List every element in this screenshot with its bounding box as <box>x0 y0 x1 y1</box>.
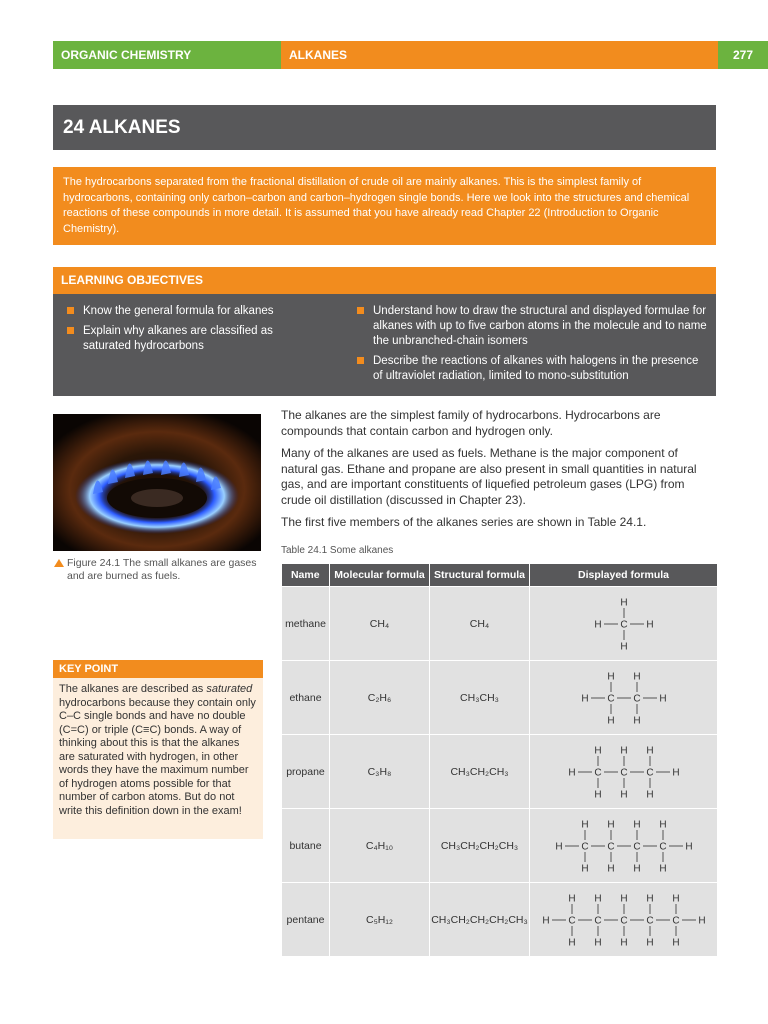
table-row <box>282 587 718 661</box>
hydrogen-atom: H <box>685 841 693 852</box>
structural-formula: CH₃CH₂CH₂CH₃ <box>430 809 530 883</box>
objective-item: Explain why alkanes are classified as saturated hydrocarbons <box>61 324 316 354</box>
table-row <box>282 809 718 883</box>
structural-formula: CH₃CH₂CH₃ <box>430 735 530 809</box>
carbon-atom: C <box>633 693 641 704</box>
body-text <box>281 408 717 538</box>
molecular-formula: C₄H₁₀ <box>330 809 430 883</box>
hydrogen-atom: H <box>581 693 589 704</box>
hydrogen-atom: H <box>698 915 706 926</box>
chapter-title: 24 ALKANES <box>53 105 716 150</box>
hydrogen-atom: H <box>620 641 628 652</box>
hydrogen-atom: H <box>633 863 641 874</box>
topic-label: ALKANES <box>281 41 718 69</box>
hydrogen-atom: H <box>581 863 589 874</box>
hydrogen-atom: H <box>646 619 654 630</box>
structural-formula: CH₃CH₃ <box>430 661 530 735</box>
hydrogen-atom: H <box>594 893 602 904</box>
intro-text: The hydrocarbons separated from the fractional distillation of crude oil are mainly alkanes. This is the simplest family of hydrocarbons, containing only carbon–carbon and carbon–hydrogen single bonds. Here we look into the structures and chemical reactions of these compounds in more detail. It is assumed that you have already read Chapter 22 (Introduction to Organic Chemistry). <box>53 167 716 245</box>
alkanes-table <box>281 564 718 957</box>
carbon-atom: C <box>646 767 654 778</box>
bullet-icon <box>67 327 74 334</box>
hydrogen-atom: H <box>659 863 667 874</box>
carbon-atom: C <box>672 915 680 926</box>
hydrogen-atom: H <box>555 841 563 852</box>
hydrogen-atom: H <box>633 671 641 682</box>
section-label: ORGANIC CHEMISTRY <box>53 41 281 69</box>
hydrogen-atom: H <box>607 819 615 830</box>
table-row <box>282 661 718 735</box>
objective-item: Know the general formula for alkanes <box>61 304 316 319</box>
carbon-atom: C <box>620 915 628 926</box>
hydrogen-atom: H <box>607 863 615 874</box>
molecular-formula: CH₄ <box>330 587 430 661</box>
molecular-formula: C₅H₁₂ <box>330 883 430 957</box>
displayed-formula <box>530 809 718 883</box>
objective-item: Describe the reactions of alkanes with halogens in the presence of ultraviolet radiation, limited to mono-substitution <box>351 354 709 384</box>
displayed-formula-diagram <box>530 811 718 881</box>
hydrogen-atom: H <box>620 789 628 800</box>
carbon-atom: C <box>568 915 576 926</box>
hydrogen-atom: H <box>672 767 680 778</box>
displayed-formula-diagram <box>530 885 718 955</box>
table-header-row <box>282 564 718 587</box>
hydrogen-atom: H <box>633 819 641 830</box>
table-caption: Table 24.1 Some alkanes <box>281 545 394 556</box>
paragraph: Many of the alkanes are used as fuels. Methane is the major component of natural gas. Ethane and propane are also present in small quantities in natural gas, and are important constituents of liquefied petroleum gases (LPG) from crude oil distillation (discussed in Chapter 23). <box>281 446 697 507</box>
table-row <box>282 883 718 957</box>
alkane-name: ethane <box>282 661 330 735</box>
hydrogen-atom: H <box>620 597 628 608</box>
bullet-icon <box>357 357 364 364</box>
displayed-formula-diagram <box>530 589 718 659</box>
paragraph: The alkanes are the simplest family of hydrocarbons. Hydrocarbons are compounds that contain carbon and hydrogen only. <box>281 408 661 438</box>
bullet-icon <box>67 307 74 314</box>
molecular-formula: C₂H₆ <box>330 661 430 735</box>
hydrogen-atom: H <box>594 937 602 948</box>
hydrogen-atom: H <box>672 893 680 904</box>
displayed-formula-diagram <box>530 663 718 733</box>
hydrogen-atom: H <box>581 819 589 830</box>
objectives-right-list <box>351 304 709 389</box>
hydrogen-atom: H <box>542 915 550 926</box>
carbon-atom: C <box>607 841 615 852</box>
figure-caption: Figure 24.1 The small alkanes are gases and are burned as fuels. <box>53 557 263 582</box>
key-point-text: The alkanes are described as saturated hydrocarbons because they contain only C–C single bonds and have no double (C=C) or triple (C≡C) bonds. A way of thinking about this is that the alkanes are saturated with hydrogen, in other words they have the maximum number of hydrogen atoms possible for that number of carbon atoms. But do not write this definition down in the exam! <box>53 678 263 839</box>
hydrogen-atom: H <box>646 745 654 756</box>
paragraph: The first five members of the alkanes series are shown in Table 24.1. <box>281 515 647 529</box>
hydrogen-atom: H <box>659 693 667 704</box>
learning-objectives-box <box>53 294 716 396</box>
gas-flame-photo <box>53 414 261 551</box>
hydrogen-atom: H <box>659 819 667 830</box>
hydrogen-atom: H <box>633 715 641 726</box>
triangle-icon <box>54 559 64 567</box>
carbon-atom: C <box>620 767 628 778</box>
hydrogen-atom: H <box>607 715 615 726</box>
hydrogen-atom: H <box>594 745 602 756</box>
carbon-atom: C <box>646 915 654 926</box>
hydrogen-atom: H <box>568 937 576 948</box>
objectives-left-list <box>61 304 316 359</box>
hydrogen-atom: H <box>607 671 615 682</box>
alkane-name: propane <box>282 735 330 809</box>
column-header: Displayed formula <box>530 564 718 587</box>
hydrogen-atom: H <box>646 893 654 904</box>
carbon-atom: C <box>607 693 615 704</box>
carbon-atom: C <box>594 915 602 926</box>
structural-formula: CH₄ <box>430 587 530 661</box>
displayed-formula <box>530 661 718 735</box>
carbon-atom: C <box>594 767 602 778</box>
displayed-formula <box>530 587 718 661</box>
page-number: 277 <box>718 41 768 69</box>
molecular-formula: C₃H₈ <box>330 735 430 809</box>
carbon-atom: C <box>620 619 628 630</box>
objective-item: Understand how to draw the structural and displayed formulae for alkanes with up to five carbon atoms in the molecule and to name the unbranched-chain isomers <box>351 304 709 349</box>
carbon-atom: C <box>659 841 667 852</box>
displayed-formula <box>530 883 718 957</box>
hydrogen-atom: H <box>672 937 680 948</box>
hydrogen-atom: H <box>620 893 628 904</box>
alkane-name: methane <box>282 587 330 661</box>
hydrogen-atom: H <box>646 937 654 948</box>
key-point-heading: KEY POINT <box>53 660 263 678</box>
displayed-formula-diagram <box>530 737 718 807</box>
hydrogen-atom: H <box>568 893 576 904</box>
table-row <box>282 735 718 809</box>
column-header: Molecular formula <box>330 564 430 587</box>
carbon-atom: C <box>581 841 589 852</box>
hydrogen-atom: H <box>620 745 628 756</box>
page-header <box>53 41 768 69</box>
bullet-icon <box>357 307 364 314</box>
column-header: Name <box>282 564 330 587</box>
hydrogen-atom: H <box>594 619 602 630</box>
structural-formula: CH₃CH₂CH₂CH₂CH₃ <box>430 883 530 957</box>
hydrogen-atom: H <box>646 789 654 800</box>
hydrogen-atom: H <box>620 937 628 948</box>
carbon-atom: C <box>633 841 641 852</box>
column-header: Structural formula <box>430 564 530 587</box>
hydrogen-atom: H <box>594 789 602 800</box>
learning-objectives-heading: LEARNING OBJECTIVES <box>53 267 716 294</box>
alkane-name: butane <box>282 809 330 883</box>
hydrogen-atom: H <box>568 767 576 778</box>
displayed-formula <box>530 735 718 809</box>
alkane-name: pentane <box>282 883 330 957</box>
